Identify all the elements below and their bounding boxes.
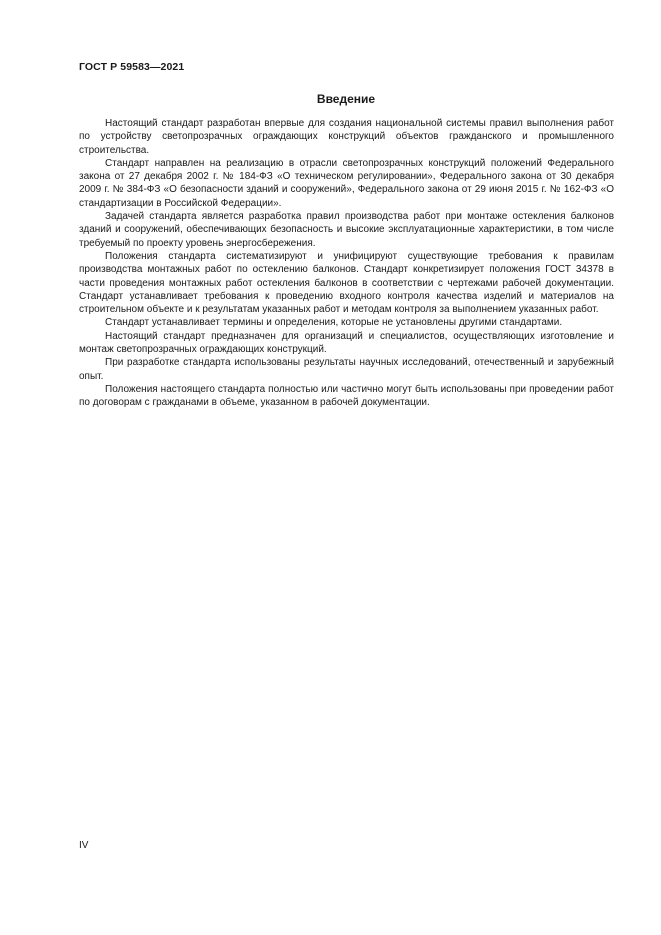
document-body [79, 117, 614, 410]
section-title: Введение [316, 92, 376, 106]
paragraph: Стандарт направлен на реализацию в отрасли светопрозрачных конструкций положений Федерального закона от 27 декабря 2002 г. № 184-ФЗ «О техническом регулировании», Федерального закона от 30 декабря 2009 г. № 384-ФЗ «О безопасности зданий и сооружений», Федерального закона от 29 июня 2015 г. № 162-ФЗ «О стандартизации в Российской Федерации». [79, 157, 614, 209]
document-header: ГОСТ Р 59583—2021 [79, 61, 185, 73]
page-number: IV [79, 840, 89, 851]
paragraph: Настоящий стандарт предназначен для организаций и специалистов, осуществляющих изготовление и монтаж светопрозрачных ограждающих конструкций. [79, 330, 614, 356]
paragraph: Положения настоящего стандарта полностью или частично могут быть использованы при проведении работ по договорам с гражданами в объеме, указанном в рабочей документации. [79, 383, 614, 409]
paragraph: Положения стандарта систематизируют и унифицируют существующие требования к правилам производства монтажных работ по остеклению балконов. Стандарт конкретизирует положения ГОСТ 34378 в части проведения монтажных работ остекления балконов в соответствии с чертежами рабочей документации. Стандарт устанавливает требования к проведению входного контроля качества изделий и материалов на строительном объекте и к результатам указанных работ и методам контроля за выполнением указанных работ. [79, 250, 614, 316]
paragraph: При разработке стандарта использованы результаты научных исследований, отечественный и зарубежный опыт. [79, 357, 614, 382]
paragraph: Стандарт устанавливает термины и определения, которые не установлены другими стандартами. [105, 317, 563, 329]
paragraph: Задачей стандарта является разработка правил производства работ при монтаже остекления балконов зданий и сооружений, обеспечивающих безопасность и высокие эксплуатационные характеристики, в том числе требуемый по проекту уровень энергосбережения. [79, 211, 614, 249]
paragraph: Настоящий стандарт разработан впервые для создания национальной системы правил выполнения работ по устройству светопрозрачных ограждающих конструкций объектов гражданского и промышленного строительства. [79, 118, 614, 156]
